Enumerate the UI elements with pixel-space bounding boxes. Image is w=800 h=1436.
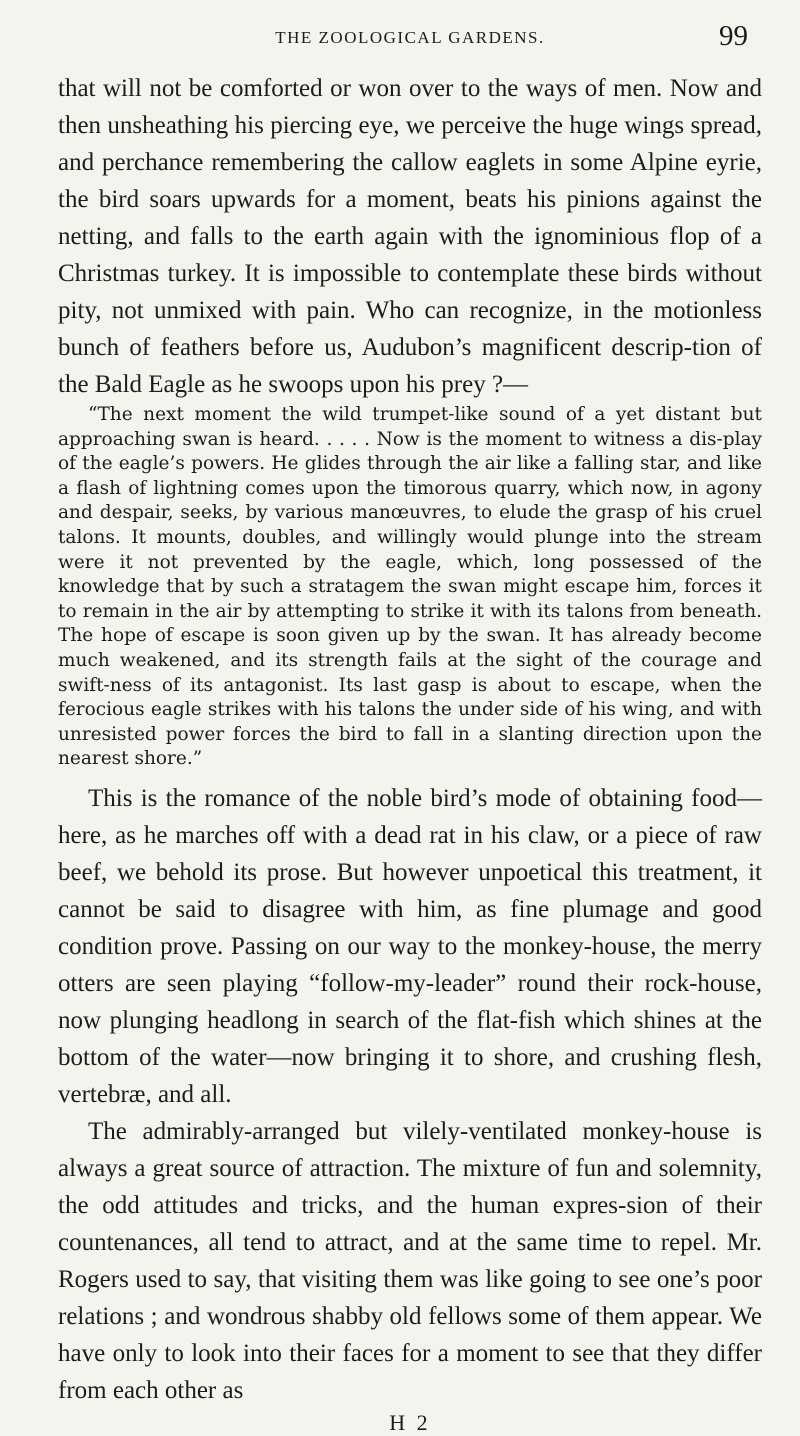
- paragraph-eagle-food-otters: This is the romance of the noble bird’s mode of obtaining food—here, as he marches off with a dead rat in his claw, or a piece of raw beef, we behold its prose. But however unpoetical this treatment, it cannot be said to disagree with him, as fine plumage and good condition prove. Passing on our way to the monkey-house, the merry otters are seen playing “follow-my-leader” round their rock-house, now plunging headlong in search of the flat-fish which shines at the bottom of the water—now bringing it to shore, and crushing flesh, vertebræ, and all.: [58, 784, 762, 1108]
- audubon-quotation: “The next moment the wild trumpet-like sound of a yet distant but approaching swan is heard. . . . . Now is the moment to witness a dis-play of the eagle’s powers. He glides through the air like a falling star, and like a flash of lightning comes upon the timorous quarry, which now, in agony and despair, seeks, by various manœuvres, to elude the grasp of his cruel talons. It mounts, doubles, and willingly would plunge into the stream were it not prevented by the eagle, which, long possessed of the knowledge that by such a stratagem the swan might escape him, forces it to remain in the air by attempting to strike it with its talons from beneath. The hope of escape is soon given up by the swan. It has already become much weakened, and its strength fails at the sight of the courage and swift-ness of its antagonist. Its last gasp is about to escape, when the ferocious eagle strikes with his talons the under side of his wing, and with unresisted power forces the bird to fall in a slanting direction upon the nearest shore.”: [58, 404, 762, 770]
- page-number: 99: [719, 20, 748, 52]
- running-head: [58, 20, 762, 60]
- running-title: THE ZOOLOGICAL GARDENS.: [275, 28, 545, 47]
- paragraph-monkey-house: The admirably-arranged but vilely-ventilated monkey-house is always a great source of attraction. The mixture of fun and solemnity, the odd attitudes and tricks, and the human expres-sion of their countenances, all tend to attract, and at the same time to repel. Mr. Rogers used to say, that visiting them was like going to see one’s poor relations ; and wondrous shabby old fellows some of them appear. We have only to look into their faces for a moment to see that they differ from each other as: [58, 1117, 762, 1404]
- signature-mark: H 2: [389, 1409, 431, 1435]
- paragraph-eagle-intro: that will not be comforted or won over to the ways of men. Now and then unsheathing his piercing eye, we perceive the huge wings spread, and perchance remembering the callow eaglets in some Alpine eyrie, the bird soars upwards for a moment, beats his pinions against the netting, and falls to the earth again with the ignominious flop of a Christmas turkey. It is impossible to contemplate these birds without pity, not unmixed with pain. Who can recognize, in the motionless bunch of feathers before us, Audubon’s magnificent descrip-tion of the Bald Eagle as he swoops upon his prey ?—: [58, 75, 762, 398]
